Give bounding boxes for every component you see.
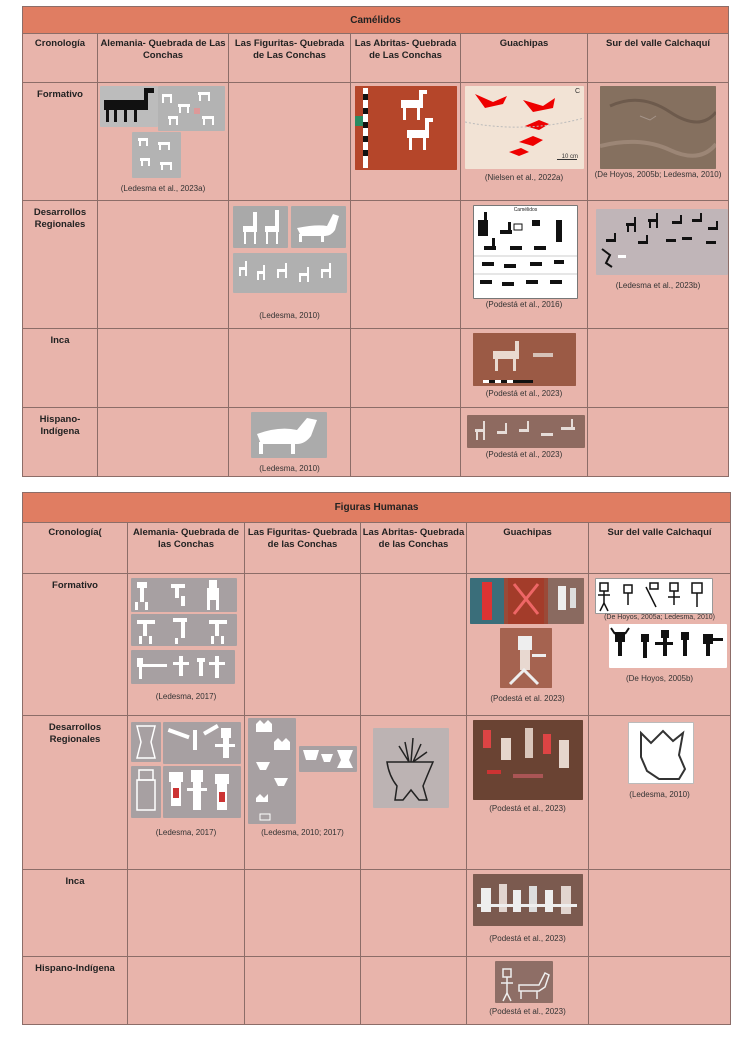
caption-fh-inca-guachipas: (Podestá et al., 2023) — [489, 934, 566, 943]
cell-fh-dr-figuritas — [245, 716, 361, 870]
nielsen-panel-letter: C — [574, 88, 580, 95]
camelid-image-sur-ledesma — [596, 209, 728, 275]
human-image-dr-alemania-a — [131, 722, 161, 762]
cell-dr-figuritas — [229, 201, 351, 329]
cell-fh-hisp-figuritas — [245, 957, 361, 1025]
caption-fh-hisp-guachipas: (Podestá et al., 2023) — [489, 1007, 566, 1016]
human-image-hisp-guachipas — [495, 961, 553, 1003]
row-label-inca: Inca — [23, 329, 98, 408]
cell-fh-hisp-alemania — [128, 957, 245, 1025]
human-image-sur-dehoyos-a — [595, 578, 713, 614]
row-label-hispano-indigena-2: Hispano-Indígena — [23, 957, 128, 1025]
caption-formativo-sur-calchaqui: (De Hoyos, 2005b; Ledesma, 2010) — [594, 170, 722, 179]
cell-inca-sur-calchaqui — [588, 329, 729, 408]
cell-dr-sur-calchaqui — [588, 201, 729, 329]
human-image-dr-alemania-b — [163, 722, 241, 764]
caption-fh-formativo-alemania: (Ledesma, 2017) — [155, 692, 217, 701]
header-guachipas: Guachipas — [461, 34, 588, 83]
human-image-dr-alemania-c — [131, 766, 161, 818]
camelid-image-sur-dehoyos — [600, 86, 716, 169]
cell-dr-abritas — [351, 201, 461, 329]
caption-fh-formativo-sur-2: (De Hoyos, 2005b) — [625, 674, 694, 683]
cell-fh-inca-alemania — [128, 870, 245, 957]
cell-formativo-sur-calchaqui — [588, 83, 729, 201]
caption-formativo-guachipas: (Nielsen et al., 2022a) — [484, 173, 564, 182]
camelid-image-alemania-c — [132, 132, 181, 178]
cell-hisp-alemania — [98, 408, 229, 477]
cell-fh-formativo-figuritas — [245, 574, 361, 716]
cell-fh-hisp-guachipas — [467, 957, 589, 1025]
cell-hisp-guachipas — [461, 408, 588, 477]
caption-dr-figuritas: (Ledesma, 2010) — [259, 311, 320, 320]
cell-formativo-alemania — [98, 83, 229, 201]
podesta-panel-title: Camélidos — [513, 207, 538, 213]
cell-formativo-abritas — [351, 83, 461, 201]
cell-inca-alemania — [98, 329, 229, 408]
cell-fh-inca-figuritas — [245, 870, 361, 957]
header-alemania-2: Alemania- Quebrada de las Conchas — [128, 523, 245, 574]
camelid-image-figuritas-b — [291, 206, 346, 248]
cell-inca-guachipas — [461, 329, 588, 408]
caption-formativo-alemania: (Ledesma et al., 2023a) — [120, 184, 206, 193]
cell-hisp-sur-calchaqui — [588, 408, 729, 477]
camelid-image-guachipas-nielsen — [465, 86, 584, 169]
cell-fh-inca-abritas — [361, 870, 467, 957]
camelid-image-alemania-a — [100, 86, 158, 127]
human-image-guachipas-b — [500, 628, 552, 688]
row-label-desarrollos-regionales-2: Desarrollos Regionales — [23, 716, 128, 870]
cell-fh-formativo-guachipas — [467, 574, 589, 716]
cell-inca-abritas — [351, 329, 461, 408]
camelidos-table — [22, 6, 729, 477]
row-label-hispano-indigena: Hispano-Indígena — [23, 408, 98, 477]
caption-fh-dr-alemania: (Ledesma, 2017) — [155, 828, 217, 837]
caption-hisp-figuritas: (Ledesma, 2010) — [259, 464, 320, 473]
human-image-dr-sur-ledesma — [628, 722, 694, 784]
header-sur-calchaqui-2: Sur del valle Calchaquí — [589, 523, 731, 574]
header-cronologia-2: Cronología( — [23, 523, 128, 574]
camelid-image-inca-guachipas — [473, 333, 576, 386]
camelid-image-abritas — [355, 86, 457, 170]
header-alemania: Alemania- Quebrada de Las Conchas — [98, 34, 229, 83]
cell-formativo-guachipas — [461, 83, 588, 201]
cell-formativo-figuritas — [229, 83, 351, 201]
cell-dr-guachipas — [461, 201, 588, 329]
human-image-sur-dehoyos-b — [609, 624, 727, 668]
cell-inca-figuritas — [229, 329, 351, 408]
human-image-guachipas-a — [470, 578, 584, 624]
caption-inca-guachipas: (Podestá et al., 2023) — [485, 389, 563, 398]
caption-fh-dr-guachipas: (Podestá et al., 2023) — [489, 804, 566, 813]
human-image-alemania-c — [131, 650, 235, 684]
header-cronologia: Cronología — [23, 34, 98, 83]
camelid-image-figuritas-c — [233, 253, 347, 293]
human-image-dr-alemania-d — [163, 766, 241, 818]
human-image-dr-figuritas-a — [248, 718, 296, 824]
cell-fh-formativo-abritas — [361, 574, 467, 716]
caption-fh-dr-sur-calchaqui: (Ledesma, 2010) — [629, 790, 690, 799]
cell-dr-alemania — [98, 201, 229, 329]
caption-dr-sur-calchaqui: (Ledesma et al., 2023b) — [615, 281, 701, 290]
human-image-dr-abritas — [373, 728, 449, 808]
nielsen-scale-label: 10 cm — [561, 154, 578, 160]
cell-fh-formativo-sur-calchaqui — [589, 574, 731, 716]
header-sur-calchaqui: Sur del valle Calchaquí — [588, 34, 729, 83]
caption-fh-formativo-guachipas: (Podestá et al. 2023) — [490, 694, 565, 703]
figuras-humanas-table — [22, 492, 731, 1025]
camelidos-title: Camélidos — [23, 7, 729, 34]
row-label-inca-2: Inca — [23, 870, 128, 957]
header-figuritas-2: Las Figuritas- Quebrada de las Conchas — [245, 523, 361, 574]
header-abritas-2: Las Abritas- Quebrada de las Conchas — [361, 523, 467, 574]
human-image-inca-guachipas — [473, 874, 583, 926]
camelid-image-hisp-guachipas — [467, 415, 585, 448]
cell-fh-dr-alemania — [128, 716, 245, 870]
cell-fh-dr-guachipas — [467, 716, 589, 870]
header-abritas: Las Abritas- Quebrada de Las Conchas — [351, 34, 461, 83]
camelid-image-alemania-b — [158, 86, 225, 131]
header-guachipas-2: Guachipas — [467, 523, 589, 574]
header-figuritas: Las Figuritas- Quebrada de Las Conchas — [229, 34, 351, 83]
caption-hisp-guachipas: (Podestá et al., 2023) — [485, 450, 563, 459]
human-image-alemania-b — [131, 614, 237, 646]
row-label-formativo-2: Formativo — [23, 574, 128, 716]
cell-fh-dr-sur-calchaqui — [589, 716, 731, 870]
cell-fh-inca-guachipas — [467, 870, 589, 957]
cell-fh-hisp-abritas — [361, 957, 467, 1025]
cell-hisp-figuritas — [229, 408, 351, 477]
human-image-dr-figuritas-b — [299, 746, 357, 772]
caption-fh-formativo-sur-1: (De Hoyos, 2005a; Ledesma, 2010) — [604, 614, 715, 621]
camelid-image-guachipas-podesta — [473, 205, 578, 299]
row-label-desarrollos-regionales: Desarrollos Regionales — [23, 201, 98, 329]
cell-fh-formativo-alemania — [128, 574, 245, 716]
cell-hisp-abritas — [351, 408, 461, 477]
row-label-formativo: Formativo — [23, 83, 98, 201]
human-image-dr-guachipas — [473, 720, 583, 800]
caption-fh-dr-figuritas: (Ledesma, 2010; 2017) — [261, 828, 344, 837]
cell-fh-inca-sur-calchaqui — [589, 870, 731, 957]
cell-fh-hisp-sur-calchaqui — [589, 957, 731, 1025]
camelid-image-hisp-figuritas — [251, 412, 327, 458]
cell-fh-dr-abritas — [361, 716, 467, 870]
caption-dr-guachipas: (Podestá et al., 2016) — [485, 300, 563, 309]
camelid-image-figuritas-a — [233, 206, 288, 248]
figuras-title: Figuras Humanas — [23, 493, 731, 523]
human-image-alemania-a — [131, 578, 237, 612]
